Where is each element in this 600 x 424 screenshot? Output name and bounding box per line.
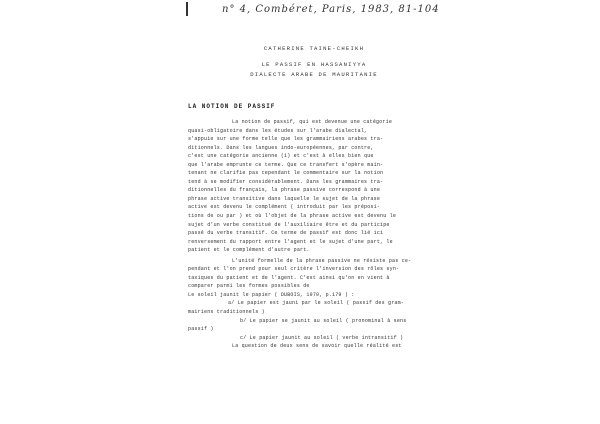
text-line: La notion de passif, qui est devenue une catégorie	[232, 119, 393, 125]
section-title: LA NOTION DE PASSIF	[188, 103, 276, 110]
document-header	[214, 44, 414, 80]
text-line: renversement du rapport entre l'agent et le sujet d'une part, le	[188, 238, 393, 245]
text-line: tions de ou par ) et où l'objet de la phrase active est devenu le	[188, 213, 397, 220]
text-line: L'unité formelle de la phrase passive ne résiste pas ce-	[232, 257, 412, 264]
text-line: tend à se modifier considérablement. Dans les grammaires tra-	[188, 178, 384, 185]
text-line: taxiques du patient et de l'agent. C'est ainsi qu'on en vient à	[188, 274, 390, 281]
text-line: phrase active transitive dans laquelle le sujet de la phrase	[188, 195, 381, 202]
text-line: pendant et l'on prend pour seul critère l'inversion des rôles syn-	[188, 266, 400, 273]
text-line: que l'arabe emprunte ce terme. Que ce transfert s'opère main-	[188, 161, 384, 168]
example-line: b/ Le papier se jaunit au soleil ( pronominal à sens	[240, 317, 407, 324]
text-line: La question de deux sens de savoir quelle réalité est	[232, 343, 402, 350]
margin-mark	[186, 2, 188, 16]
text-line: quasi-obligatoire dans les études sur l'arabe dialectal,	[188, 127, 368, 134]
example-line: passif )	[188, 326, 214, 333]
text-line: s'appuie sur une forme telle que les grammairiens arabes tra-	[188, 136, 384, 143]
text-line: active est devenu le complément ( introduit par les préposi-	[188, 204, 381, 211]
title-line-2: DIALECTE ARABE DE MAURITANIE	[250, 71, 378, 78]
text-line: c'est une catégorie ancienne (1) et c'est à elles bien que	[188, 153, 374, 160]
title-line-1: LE PASSIF EN HASSANIYYA	[261, 61, 367, 68]
text-line: comparer parmi les formes possibles de	[188, 283, 310, 290]
example-line: c/ Le papier jaunit au soleil ( verbe intransitif )	[240, 334, 404, 341]
body-text	[188, 118, 418, 351]
text-line: ditionnelles du français, la phrase passive correspond à une	[188, 187, 381, 194]
example-line: mairiens traditionnels )	[188, 309, 265, 316]
text-line: Le soleil jaunit le papier ( DUBOIS, 1970, p.179 ) :	[188, 291, 355, 298]
text-line: patient et le complément d'autre part.	[188, 247, 310, 254]
handwritten-reference-note: n° 4, Combéret, Paris, 1983, 81-104	[222, 4, 440, 15]
text-line: passé du verbe transitif. Ce terme de passif est donc lié ici	[188, 230, 384, 237]
text-line: sujet d'un verbe constitué de l'auxiliaire être et du participe	[188, 221, 390, 228]
author-name: CATHERINE TAINE-CHEIKH	[263, 45, 365, 52]
text-line: ditionnels. Dans les langues indo-européennes, par contre,	[188, 144, 374, 151]
text-line: tenant ne clarifie pas cependant le commentaire sur la notion	[188, 170, 384, 177]
example-line: a/ Le papier est jauni par le soleil ( passif des gram-	[228, 300, 405, 307]
